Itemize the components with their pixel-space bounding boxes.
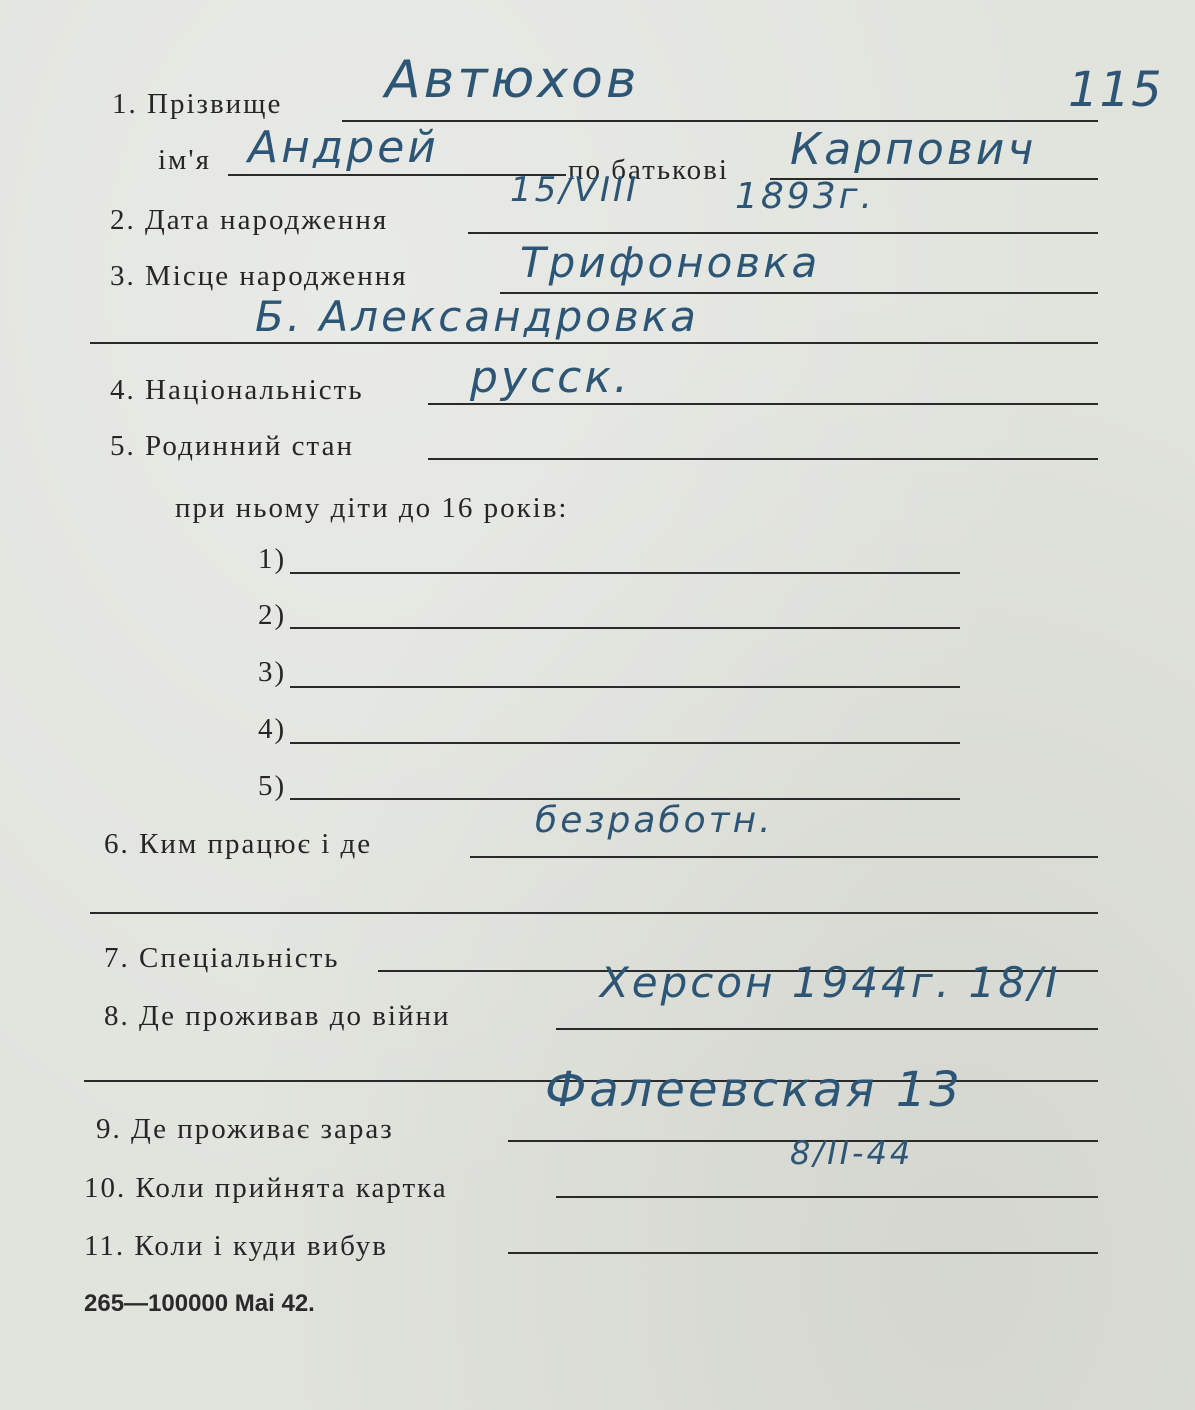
surname-line <box>342 120 1098 122</box>
birth-place-handwriting-1: Трифоновка <box>520 238 821 287</box>
child-4-line <box>290 742 960 744</box>
departed-line <box>508 1252 1098 1254</box>
card-date-handwriting: 8/II-44 <box>790 1134 914 1172</box>
corner-number-handwriting: 115 <box>1068 62 1163 118</box>
child-4-label: 4) <box>258 713 287 745</box>
card-accepted-label: 10. Коли прийнята картка <box>84 1172 448 1204</box>
current-residence-handwriting: Фалеевская 13 <box>545 1062 963 1118</box>
card-accepted-line <box>556 1196 1098 1198</box>
child-1-line <box>290 572 960 574</box>
prewar-residence-line <box>556 1028 1098 1030</box>
birth-place-handwriting-2: Б. Александровка <box>255 292 699 341</box>
first-name-handwriting: Андрей <box>248 122 439 173</box>
birth-date-line <box>468 232 1098 234</box>
work-handwriting: безработн. <box>535 800 774 841</box>
prewar-residence-handwriting: Херсон 1944г. 18/I <box>600 958 1061 1007</box>
nationality-handwriting: русск. <box>470 352 631 403</box>
surname-label: 1. Прізвище <box>112 88 283 120</box>
current-residence-label: 9. Де проживає зараз <box>96 1113 394 1145</box>
birth-place-line-2 <box>90 342 1098 344</box>
children-label: при ньому діти до 16 років: <box>175 492 569 524</box>
work-label: 6. Ким працює і де <box>104 828 373 860</box>
birth-date-day-month-handwriting: 15/VIII <box>510 170 640 210</box>
nationality-label: 4. Національність <box>110 374 364 406</box>
marital-status-label: 5. Родинний стан <box>110 430 354 462</box>
specialty-label: 7. Спеціальність <box>104 942 340 974</box>
work-line <box>470 856 1098 858</box>
patronymic-label: по батькові <box>568 154 729 186</box>
child-1-label: 1) <box>258 543 287 575</box>
marital-status-line <box>428 458 1098 460</box>
first-name-label: ім'я <box>158 144 211 176</box>
prewar-residence-label: 8. Де проживав до війни <box>104 1000 451 1032</box>
child-2-line <box>290 627 960 629</box>
print-code: 265—100000 Mai 42. <box>84 1290 315 1317</box>
birth-date-year-handwriting: 1893г. <box>735 176 875 217</box>
surname-handwriting: Автюхов <box>385 50 640 110</box>
child-2-label: 2) <box>258 599 287 631</box>
work-line-2 <box>90 912 1098 914</box>
child-3-label: 3) <box>258 656 287 688</box>
child-5-label: 5) <box>258 770 287 802</box>
child-3-line <box>290 686 960 688</box>
birth-date-label: 2. Дата народження <box>110 204 389 236</box>
departed-label: 11. Коли і куди вибув <box>84 1230 388 1262</box>
birth-place-label: 3. Місце народження <box>110 260 408 292</box>
patronymic-handwriting: Карпович <box>790 124 1037 175</box>
nationality-line <box>428 403 1098 405</box>
